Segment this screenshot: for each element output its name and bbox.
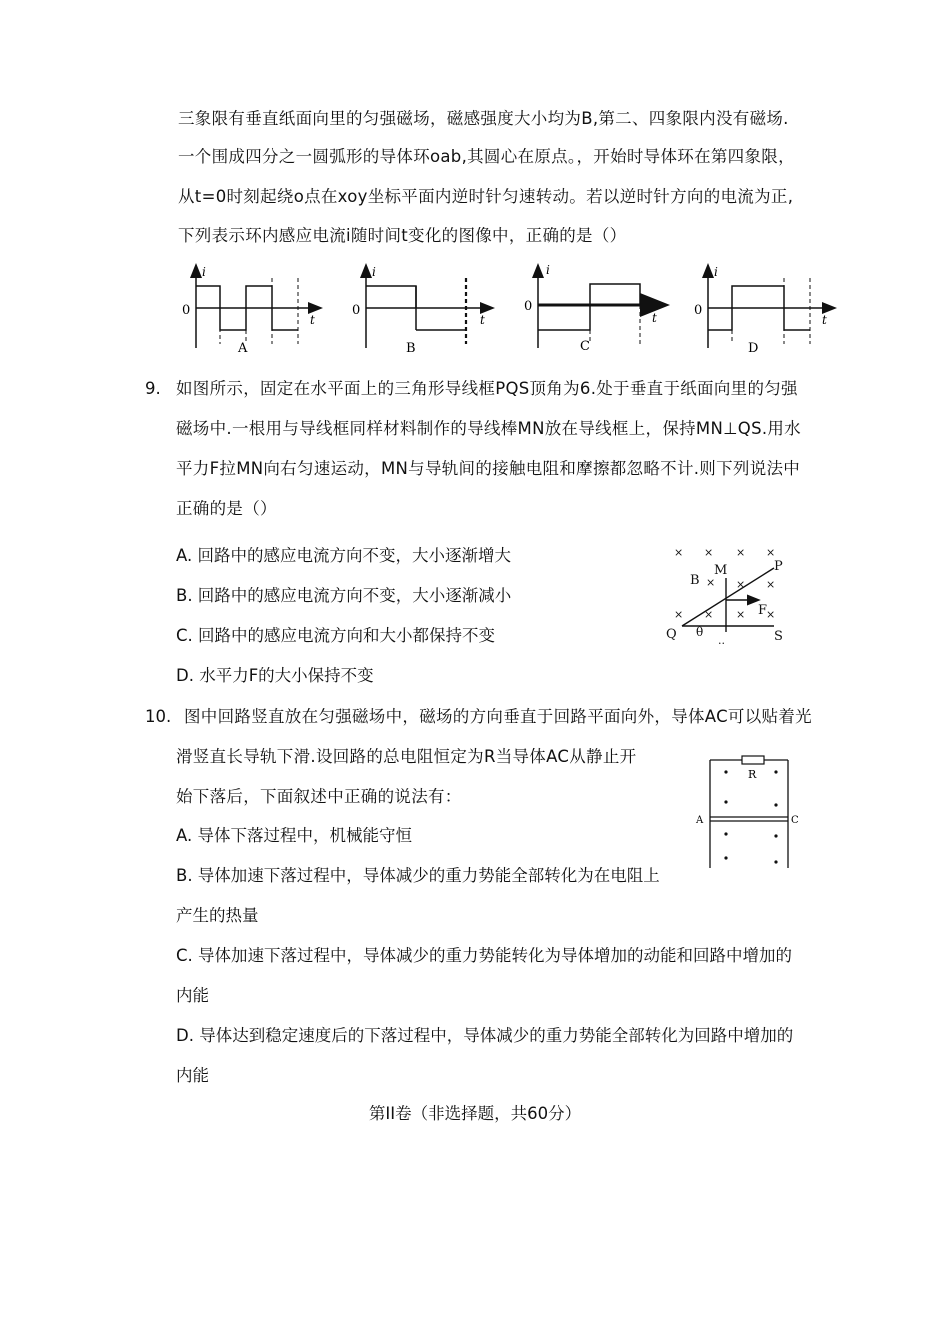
q10-option-c-cont: 内能 — [176, 986, 209, 1005]
cross-icon: × — [674, 608, 684, 621]
cross-icon: × — [736, 578, 746, 591]
q10-option-c: C. 导体加速下落过程中，导体减少的重力势能转化为导体增加的动能和回路中增加的 — [176, 946, 793, 965]
q9-figure — [660, 540, 800, 650]
cross-icon: × — [674, 546, 684, 559]
label-a: A — [696, 815, 704, 826]
graph-a-origin: 0 — [182, 303, 191, 318]
graph-a-i: i — [202, 265, 206, 279]
graph-d-i: i — [714, 265, 718, 279]
q10-option-d-cont: 内能 — [176, 1066, 209, 1085]
q10-option-b-cont: 产生的热量 — [176, 906, 259, 925]
cross-icon: × — [704, 546, 714, 559]
cross-icon: × — [766, 578, 776, 591]
cross-icon: × — [736, 546, 746, 559]
graph-c-label: C — [580, 339, 590, 354]
label-p: P — [774, 559, 783, 574]
graph-c-origin: 0 — [524, 299, 533, 314]
graph-b-label: B — [406, 341, 416, 356]
q9-option-b: B. 回路中的感应电流方向不变，大小逐渐减小 — [176, 586, 512, 605]
q10-line-2: 滑竖直长导轨下滑.设回路的总电阻恒定为R当导体AC从静止开 — [176, 747, 637, 766]
graph-a — [182, 265, 320, 356]
graph-d-t: t — [822, 313, 827, 327]
label-f: F — [758, 603, 768, 618]
label-m: M — [714, 563, 728, 578]
q10-option-a: A. 导体下落过程中，机械能守恒 — [176, 826, 412, 845]
label-r: R — [748, 768, 757, 781]
q8-line-2: 一个围成四分之一圆弧形的导体环oab,其圆心在原点。，开始时导体环在第四象限， — [178, 147, 795, 166]
cross-icon: × — [706, 576, 716, 589]
q8-graphs — [170, 258, 850, 358]
q8-line-4: 下列表示环内感应电流i随时间t变化的图像中，正确的是（） — [178, 226, 627, 245]
q8-line-3: 从t=0时刻起绕o点在xoy坐标平面内逆时针匀速转动。若以逆时针方向的电流为正, — [178, 187, 794, 206]
q8-line-1: 三象限有垂直纸面向里的匀强磁场，磁感强度大小均为B,第二、四象限内没有磁场. — [178, 109, 789, 128]
graph-b — [352, 265, 492, 356]
label-b: B — [690, 573, 700, 588]
q10-figure — [692, 750, 804, 872]
cross-icon: × — [766, 546, 776, 559]
section-title: 第II卷（非选择题，共60分） — [368, 1104, 582, 1123]
q10-line-3: 始下落后，下面叙述中正确的说法有： — [176, 787, 462, 806]
label-q: Q — [666, 627, 677, 642]
graph-d — [694, 265, 834, 356]
graph-b-origin: 0 — [352, 303, 361, 318]
cross-icon: × — [704, 608, 714, 621]
graph-c-t: t — [652, 311, 657, 325]
graph-b-t: t — [480, 313, 485, 327]
label-n: .. — [718, 634, 725, 647]
graph-d-label: D — [748, 341, 759, 356]
q9-line-2: 磁场中.一根用与导线框同样材料制作的导线棒MN放在导线框上，保持MN⊥QS.用水 — [176, 419, 801, 438]
q9-option-a: A. 回路中的感应电流方向不变，大小逐渐增大 — [176, 546, 511, 565]
cross-icon: × — [766, 608, 776, 621]
cross-icon: × — [736, 608, 746, 621]
q10-option-b: B. 导体加速下落过程中，导体减少的重力势能全部转化为在电阻上 — [176, 866, 660, 885]
q9-option-d: D. 水平力F的大小保持不变 — [176, 666, 374, 685]
graph-b-i: i — [372, 265, 376, 279]
label-c: C — [791, 815, 799, 826]
q9-line-3: 平力F拉MN向右匀速运动，MN与导轨间的接触电阻和摩擦都忽略不计.则下列说法中 — [176, 459, 801, 478]
graph-c-i: i — [546, 263, 550, 277]
label-theta: θ — [696, 625, 704, 639]
q10-number: 10. — [145, 707, 172, 726]
q9-line-1: 如图所示，固定在水平面上的三角形导线框PQS顶角为6.处于垂直于纸面向里的匀强 — [176, 379, 798, 398]
graph-a-t: t — [310, 313, 315, 327]
graph-a-label: A — [238, 341, 248, 356]
q10-option-d: D. 导体达到稳定速度后的下落过程中，导体减少的重力势能全部转化为回路中增加的 — [176, 1026, 794, 1045]
q9-option-c: C. 回路中的感应电流方向和大小都保持不变 — [176, 626, 496, 645]
graph-d-origin: 0 — [694, 303, 703, 318]
q10-line-1: 图中回路竖直放在匀强磁场中，磁场的方向垂直于回路平面向外，导体AC可以贴着光 — [184, 707, 812, 726]
q9-number: 9. — [145, 379, 161, 398]
q9-line-4: 正确的是（） — [176, 499, 277, 518]
label-s: S — [774, 629, 783, 644]
graph-c — [524, 263, 664, 354]
